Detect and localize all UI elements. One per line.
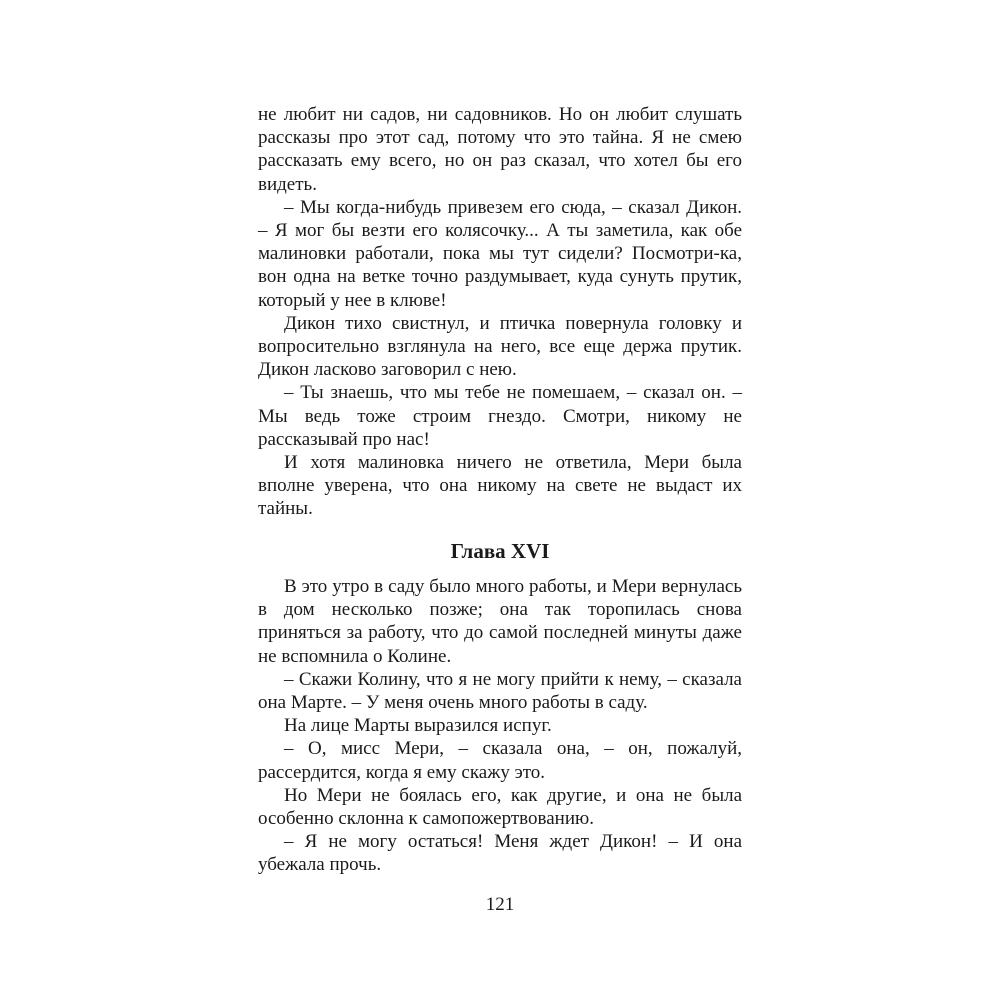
- page-number: 121: [485, 894, 515, 915]
- paragraph: – Ты знаешь, что мы тебе не помешаем, – сказал он. – Мы ведь тоже строим гнездо. Смотри, никому не рассказывай про нас!: [258, 382, 742, 450]
- paragraph: Но Мери не боялась его, как другие, и она не была особенно склонна к самопожертвованию.: [258, 784, 742, 830]
- text-block-bottom: [258, 575, 742, 877]
- paragraph: – Мы когда-нибудь привезем его сюда, – сказал Дикон. – Я мог бы везти его колясочку... А ты заметила, как обе малиновки работали, пока мы тут сидели? Посмотри-ка, вон одна на ветке точно раздумывает, куда сунуть прутик, который у нее в клюве!: [258, 196, 742, 311]
- paragraph: – Я не могу остаться! Меня ждет Дикон! – И она убежала прочь.: [258, 831, 742, 876]
- paragraph: Дикон тихо свистнул, и птичка повернула головку и вопросительно взглянула на него, все еще держа прутик. Дикон ласково заговорил с нею.: [258, 312, 742, 381]
- paragraph: – О, мисс Мери, – сказала она, – он, пожалуй, рассердится, когда я ему скажу это.: [258, 738, 742, 783]
- paragraph: И хотя малиновка ничего не ответила, Мери была вполне уверена, что она никому на свете не выдаст их тайны.: [258, 452, 742, 520]
- paragraph: – Скажи Колину, что я не могу прийти к нему, – сказала она Марте. – У меня очень много работы в саду.: [258, 668, 742, 714]
- text-block-top: [258, 103, 742, 521]
- paragraph: В это утро в саду было много работы, и Мери вернулась в дом несколько позже; она так торопилась снова приняться за работу, что до самой последней минуты даже не вспомнила о Колине.: [258, 576, 742, 667]
- paragraph: На лице Марты выразился испуг.: [284, 715, 552, 737]
- chapter-heading: Глава XVI: [450, 539, 550, 563]
- paragraph: не любит ни садов, ни садовников. Но он любит слушать рассказы про этот сад, потому что это тайна. Я не смею рассказать ему всего, но он раз сказал, что хотел бы его видеть.: [258, 104, 742, 195]
